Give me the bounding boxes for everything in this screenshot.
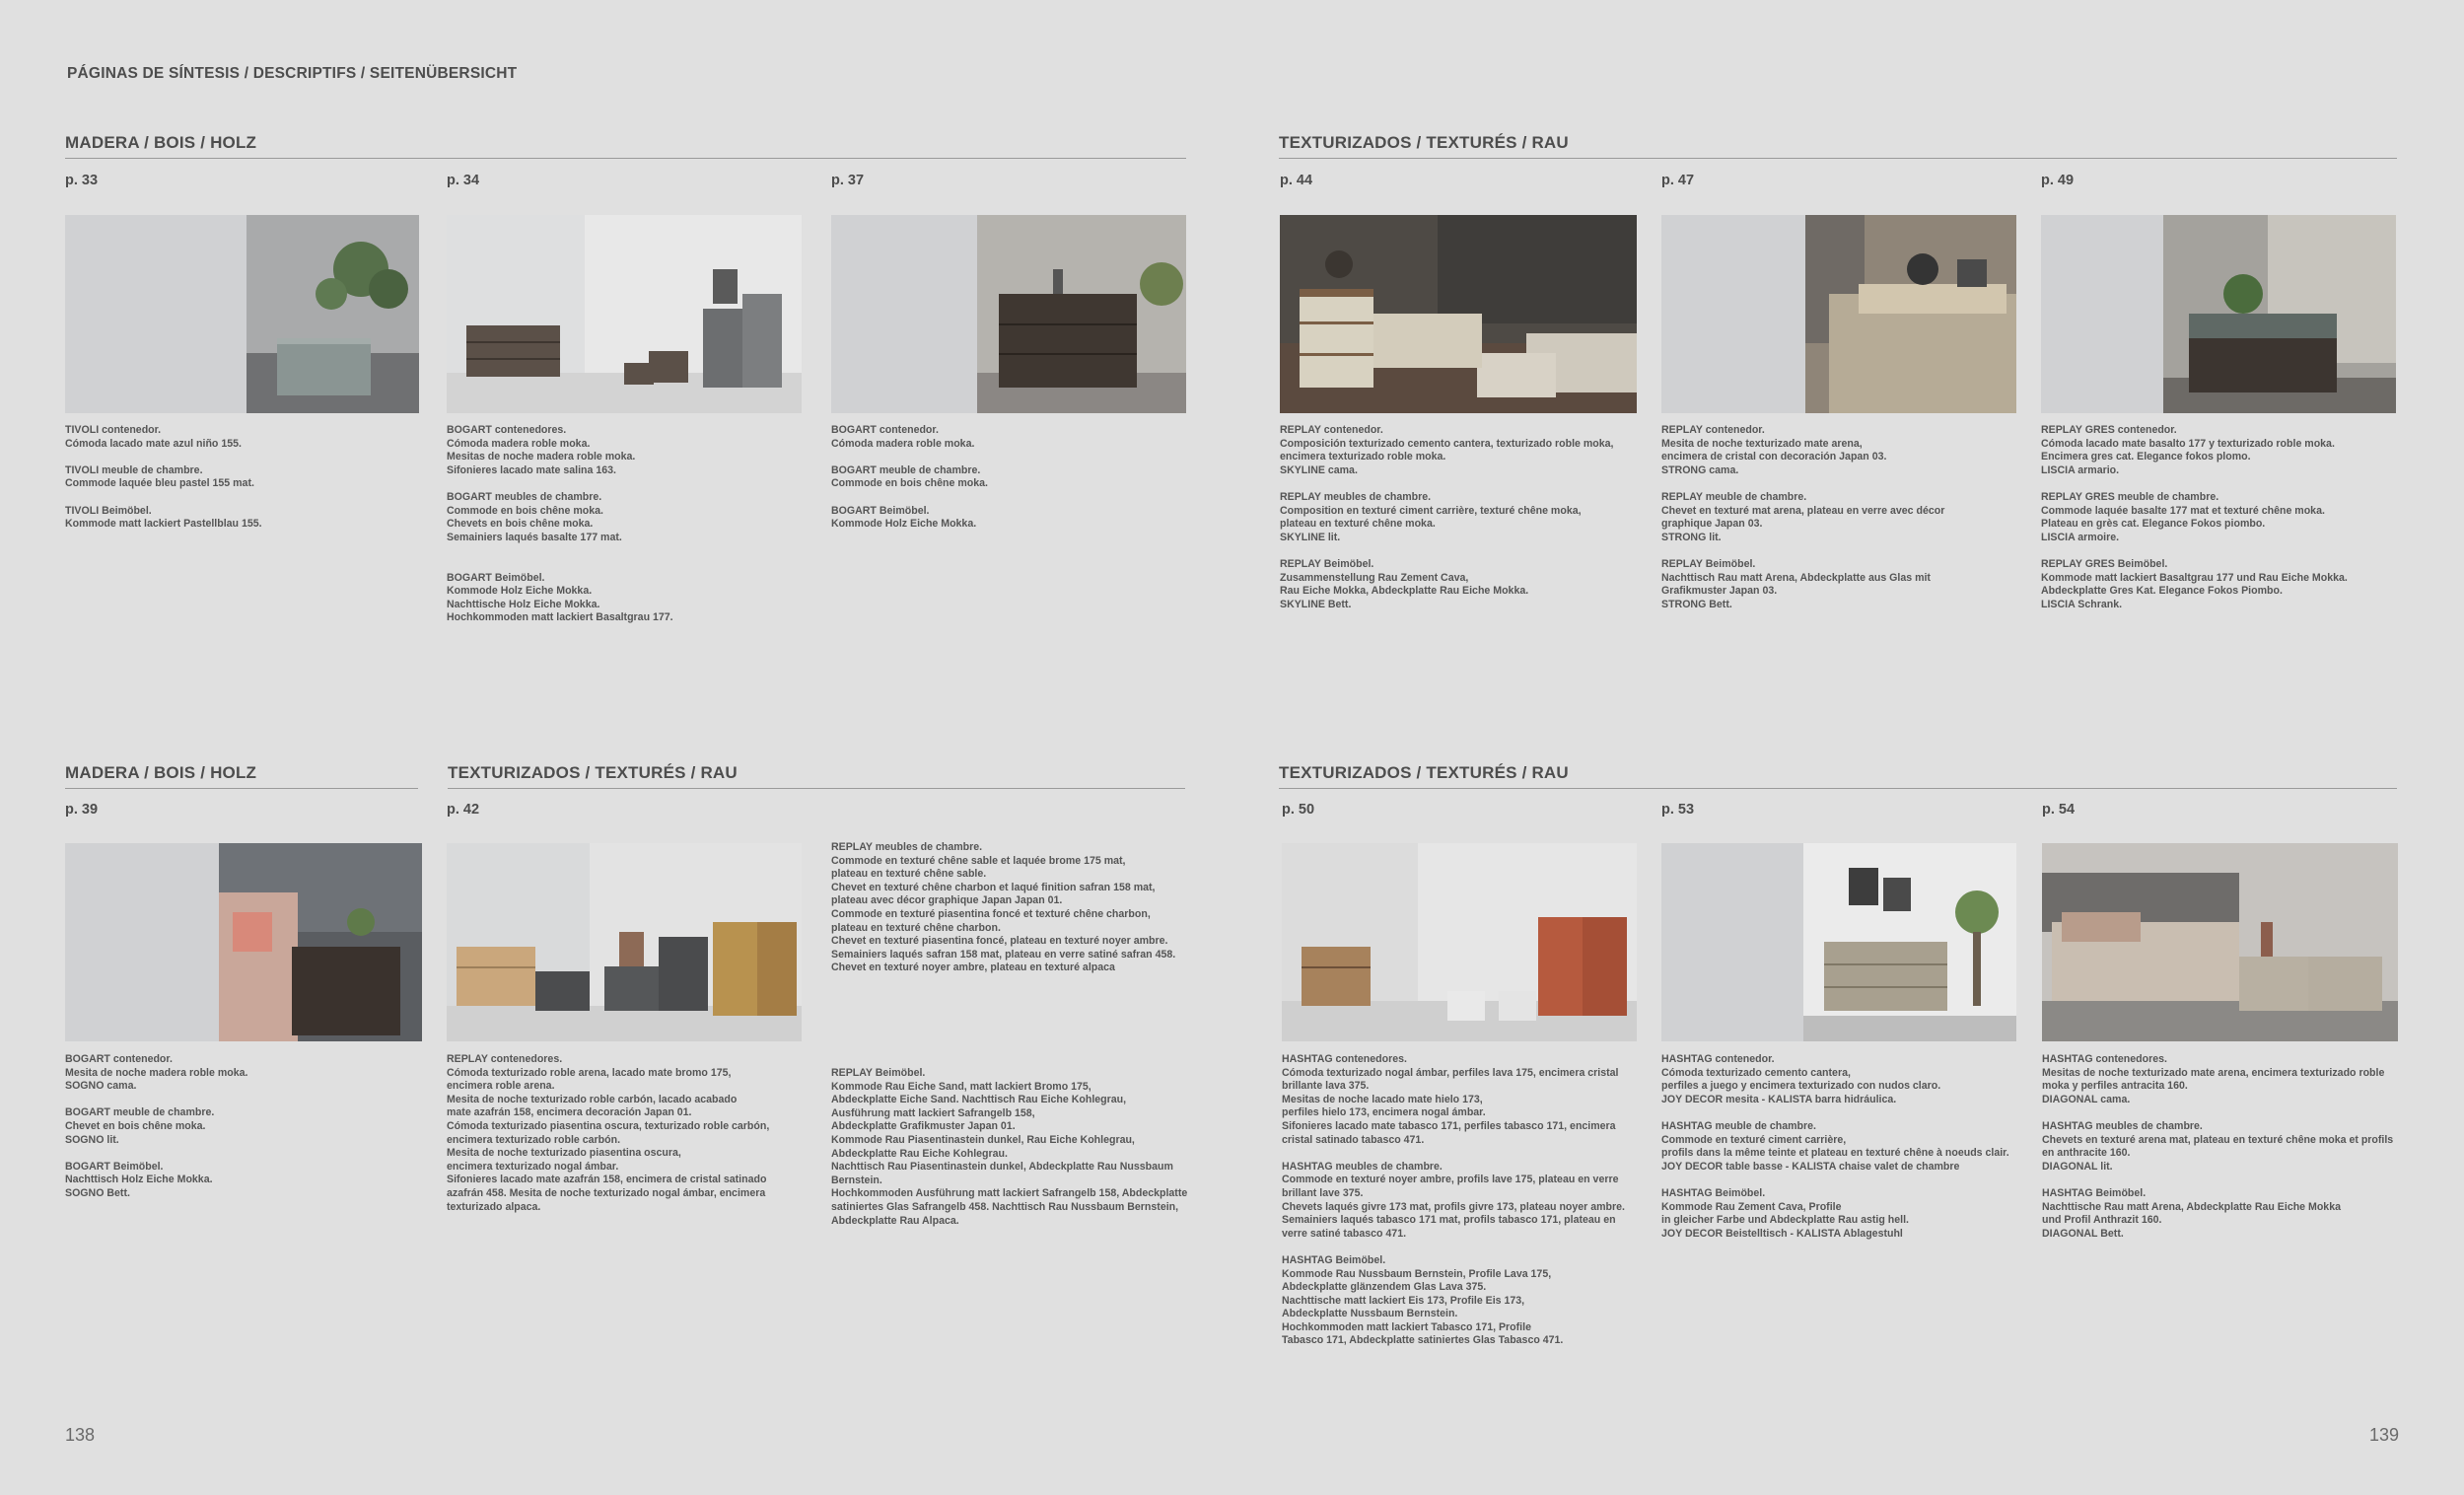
product-description: REPLAY GRES contenedor. Cómoda lacado mate basalto 177 y texturizado roble moka. Encimera gres cat. Elegance fokos plomo. LISCIA armario. REPLAY GRES meuble de chambre. Commode laquée basalte 177 mat et texturé chêne moka. Plateau en grès cat. Elegance Fokos piombo. LISCIA armoire. REPLAY GRES Beimöbel. Kommode matt lackiert Basaltgrau 177 und Rau Eiche Mokka. Abdeckplatte Gres Kat. Elegance Fokos Piombo. LISCIA Schrank.	[2041, 424, 2348, 610]
section-madera-top	[65, 133, 1186, 159]
product-description: REPLAY contenedores. Cómoda texturizado roble arena, lacado mate bromo 175, encimera roble arena. Mesita de noche texturizado roble carbón, lacado acabado mate azafrán 158, encimera decoración Japan 01. Cómoda texturizado piasentina oscura, texturizado roble carbón, encimera texturizado roble carbón. Mesita de noche texturizado piasentina oscura, encimera texturizado nogal ámbar. Sifonieres lacado mate azafrán 158, encimera de cristal satinado azafrán 458. Mesita de noche texturizado nogal ámbar, encimera texturizado alpaca.	[447, 1053, 770, 1213]
product-description: BOGART contenedores. Cómoda madera roble moka. Mesitas de noche madera roble moka. Sifonieres lacado mate salina 163. BOGART meubles de chambre. Commode en bois chêne moka. Chevets en bois chêne moka. Semainiers laqués basalte 177 mat. BOGART Beimöbel. Kommode Holz Eiche Mokka. Nachttische Holz Eiche Mokka. Hochkommoden matt lackiert Basaltgrau 177.	[447, 424, 673, 624]
page-number-right: 139	[2369, 1425, 2400, 1445]
section-madera-bottom	[65, 763, 418, 789]
product-description: BOGART contenedor. Cómoda madera roble moka. BOGART meuble de chambre. Commode en bois chêne moka. BOGART Beimöbel. Kommode Holz Eiche Mokka.	[831, 424, 988, 531]
product-photo-replay-set	[447, 843, 802, 1041]
product-description: HASHTAG contenedores. Cómoda texturizado nogal ámbar, perfiles lava 175, encimera cristal brillante lava 375. Mesitas de noche lacado mate hielo 173, perfiles hielo 173, encimera nogal ámbar. Sifonieres lacado mate tabasco 171, perfiles tabasco 171, encimera cristal satinado tabasco 471. HASHTAG meubles de chambre. Commode en texturé noyer ambre, profils lave 175, plateau en verre brillant lave 375. Chevets laqués givre 173 mat, profils givre 173, plateau noyer ambre. Semainiers laqués tabasco 171 mat, profils tabasco 171, plateau en verre satiné tabasco 471. HASHTAG Beimöbel. Kommode Rau Nussbaum Bernstein, Profile Lava 175, Abdeckplatte glänzendem Glas Lava 375. Nachttische matt lackiert Eis 173, Profile Eis 173, Abdeckplatte Nussbaum Bernstein. Hochkommoden matt lackiert Tabasco 171, Profile Tabasco 171, Abdeckplatte satiniertes Glas Tabasco 471.	[1282, 1053, 1625, 1347]
page-number-left: 138	[65, 1425, 96, 1445]
product-description: TIVOLI contenedor. Cómoda lacado mate azul niño 155. TIVOLI meuble de chambre. Commode laquée bleu pastel 155 mat. TIVOLI Beimöbel. Kommode matt lackiert Pastellblau 155.	[65, 424, 262, 531]
product-photo-tivoli	[65, 215, 419, 413]
page-ref-label: p. 33	[65, 173, 99, 188]
product-description: BOGART contenedor. Mesita de noche madera roble moka. SOGNO cama. BOGART meuble de chambre. Chevet en bois chêne moka. SOGNO lit. BOGART Beimöbel. Nachttisch Holz Eiche Mokka. SOGNO Bett.	[65, 1053, 248, 1199]
page-ref-label: p. 44	[1280, 173, 1313, 188]
product-photo-replay-nightstand	[1661, 215, 2016, 413]
page-ref-label: p. 54	[2042, 802, 2076, 818]
section-texturizados-top	[1279, 133, 2397, 159]
section-texturizados-bottom-right	[1279, 763, 2397, 789]
product-description: REPLAY contenedor. Composición texturizado cemento cantera, texturizado roble moka, encimera texturizado roble moka. SKYLINE cama. REPLAY meubles de chambre. Composition en texturé ciment carrière, texturé chêne moka, plateau en texturé chêne moka. SKYLINE lit. REPLAY Beimöbel. Zusammenstellung Rau Zement Cava, Rau Eiche Mokka, Abdeckplatte Rau Eiche Mokka. SKYLINE Bett.	[1280, 424, 1614, 610]
product-photo-hashtag-bedroom	[2042, 843, 2398, 1041]
section-title: MADERA / BOIS / HOLZ	[65, 763, 418, 789]
product-photo-replay-gres	[2041, 215, 2396, 413]
page-ref-label: p. 37	[831, 173, 865, 188]
section-texturizados-bottom-left	[448, 763, 1185, 789]
page-ref-label: p. 34	[447, 173, 480, 188]
product-photo-hashtag-set	[1282, 843, 1637, 1041]
section-title: TEXTURIZADOS / TEXTURÉS / RAU	[1279, 133, 2397, 159]
product-description: HASHTAG contenedor. Cómoda texturizado cemento cantera, perfiles a juego y encimera texturizado con nudos claro. JOY DECOR mesita - KALISTA barra hidráulica. HASHTAG meuble de chambre. Commode en texturé ciment carrière, profils dans la même teinte et plateau en texturé chêne à noeuds clair. JOY DECOR table basse - KALISTA chaise valet de chambre HASHTAG Beimöbel. Kommode Rau Zement Cava, Profile in gleicher Farbe und Abdeckplatte Rau astig hell. JOY DECOR Beistelltisch - KALISTA Ablagestuhl	[1661, 1053, 2009, 1240]
product-description: HASHTAG contenedores. Mesitas de noche texturizado mate arena, encimera texturizado roble moka y perfiles antracita 160. DIAGONAL cama. HASHTAG meubles de chambre. Chevets en texturé arena mat, plateau en texturé chêne moka et profils en anthracite 160. DIAGONAL lit. HASHTAG Beimöbel. Nachttische Rau matt Arena, Abdeckplatte Rau Eiche Mokka und Profil Anthrazit 160. DIAGONAL Bett.	[2042, 1053, 2394, 1240]
page-ref-label: p. 42	[447, 802, 480, 818]
page-ref-label: p. 50	[1282, 802, 1315, 818]
page-ref-label: p. 47	[1661, 173, 1695, 188]
section-title: TEXTURIZADOS / TEXTURÉS / RAU	[1279, 763, 2397, 789]
product-photo-bogart-commode	[831, 215, 1186, 413]
section-title: TEXTURIZADOS / TEXTURÉS / RAU	[448, 763, 1185, 789]
product-photo-bogart-nightstand	[65, 843, 422, 1041]
product-description: REPLAY contenedor. Mesita de noche texturizado mate arena, encimera de cristal con decoración Japan 03. STRONG cama. REPLAY meuble de chambre. Chevet en texturé mat arena, plateau en verre avec décor graphique Japan 03. STRONG lit. REPLAY Beimöbel. Nachttisch Rau matt Arena, Abdeckplatte aus Glas mit Grafikmuster Japan 03. STRONG Bett.	[1661, 424, 1945, 610]
page-ref-label: p. 39	[65, 802, 99, 818]
product-description-fr: REPLAY meubles de chambre. Commode en texturé chêne sable et laquée brome 175 mat, plateau en texturé chêne sable. Chevet en texturé chêne charbon et laqué finition safran 158 mat, plateau avec décor graphique Japan Japan 01. Commode en texturé piasentina foncé et texturé chêne charbon, plateau en texturé chêne charbon. Chevet en texturé piasentina foncé, plateau en texturé noyer ambre. Semainiers laqués safran 158 mat, plateau en verre satiné safran 458. Chevet en texturé noyer ambre, plateau en texturé alpaca	[831, 841, 1176, 974]
product-photo-bogart-set	[447, 215, 802, 413]
page-ref-label: p. 49	[2041, 173, 2075, 188]
section-title: MADERA / BOIS / HOLZ	[65, 133, 1186, 159]
product-photo-replay-composition	[1280, 215, 1637, 413]
page-ref-label: p. 53	[1661, 802, 1695, 818]
product-photo-hashtag-commode	[1661, 843, 2016, 1041]
page-header: PÁGINAS DE SÍNTESIS / DESCRIPTIFS / SEITENÜBERSICHT	[67, 65, 518, 82]
product-description-de: REPLAY Beimöbel. Kommode Rau Eiche Sand, matt lackiert Bromo 175, Abdeckplatte Eiche Sand. Nachttisch Rau Eiche Kohlegrau, Ausführung matt lackiert Safrangelb 158, Abdeckplatte Grafikmuster Japan 01. Kommode Rau Piasentinastein dunkel, Rau Eiche Kohlegrau, Abdeckplatte Rau Eiche Kohlegrau. Nachttisch Rau Piasentinastein dunkel, Abdeckplatte Rau Nussbaum Bernstein. Hochkommoden Ausführung matt lackiert Safrangelb 158, Abdeckplatte satiniertes Glas Safrangelb 458. Nachttisch Rau Nussbaum Bernstein, Abdeckplatte Rau Alpaca.	[831, 1067, 1188, 1227]
